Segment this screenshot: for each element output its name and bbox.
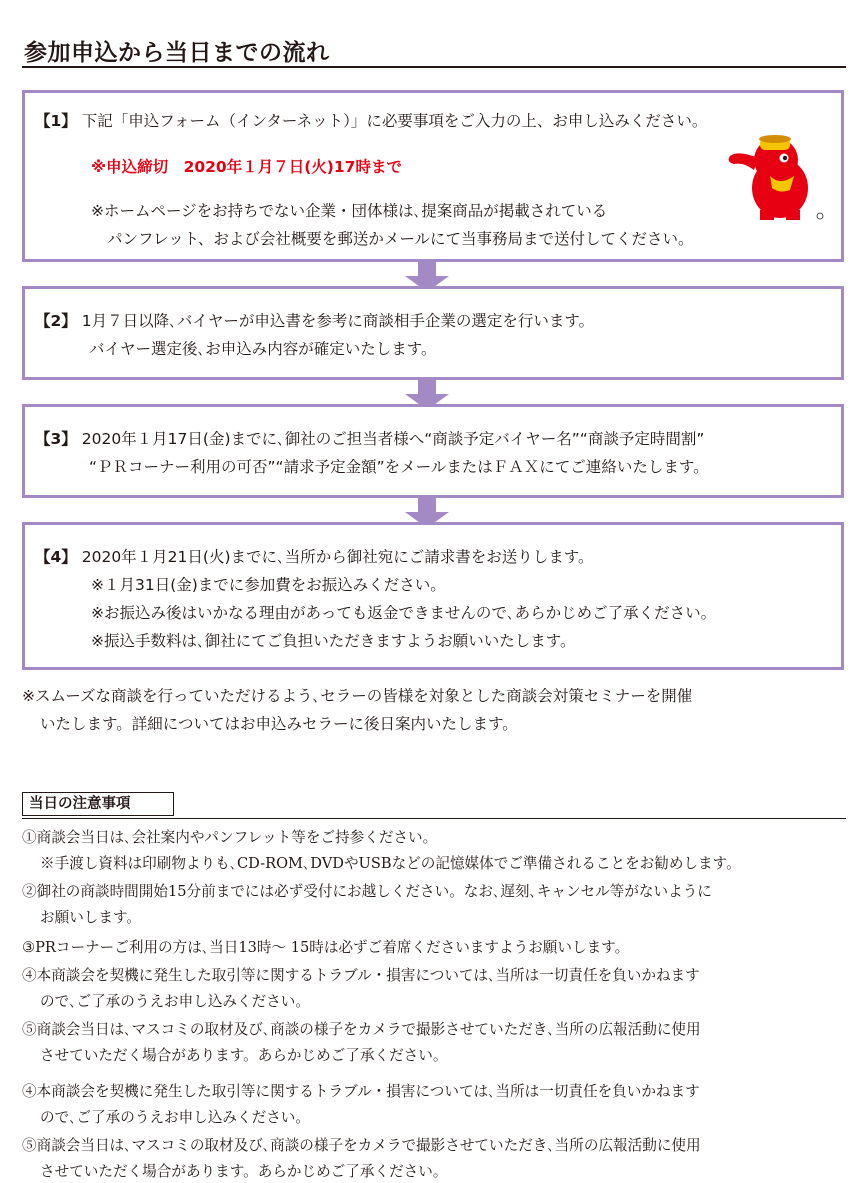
- notice-item: ④本商談会を契機に発生した取引等に関するトラブル・損害については､当所は一切責任を負いかねます: [22, 967, 700, 984]
- step-1-note-2: パンフレット、および会社概要を郵送かメールにて当事務局まで送付してください。: [107, 230, 694, 248]
- step-1-note-1: ※ホームページをお持ちでない企業・団体様は､提案商品が掲載されている: [91, 202, 608, 220]
- step-1-text: 下記「申込フォーム（インターネット）」に必要事項をご入力の上、お申し込みください。: [81, 112, 708, 130]
- step-3-number: 【3】: [35, 430, 77, 448]
- step-4-note-1: ※１月31日(金)までに参加費をお振込みください。: [91, 576, 446, 594]
- step-4-note-3: ※振込手数料は､御社にてご負担いただきますようお願いいたします。: [91, 632, 576, 650]
- step-1-box: [22, 90, 844, 262]
- notice-item: ②御社の商談時間開始15分前までには必ず受付にお越しください。なお､遅刻､キャンセル等がないように: [22, 883, 712, 900]
- step-4-text: 2020年１月21日(火)までに､当所から御社宛にご請求書をお送りします。: [81, 548, 594, 566]
- notice-item: ④本商談会を契機に発生した取引等に関するトラブル・損害については､当所は一切責任を負いかねます: [22, 1083, 700, 1100]
- notice-item: ので､ご了承のうえお申し込みください。: [40, 993, 310, 1010]
- notice-item: ⑤商談会当日は､マスコミの取材及び､商談の様子をカメラで撮影させていただき､当所の広報活動に使用: [22, 1137, 701, 1154]
- step-4-number: 【4】: [35, 548, 77, 566]
- step-2-box: [22, 286, 844, 380]
- notice-item: ③PRコーナーご利用の方は､当日13時～ 15時は必ずご着席くださいますようお願いします。: [22, 939, 630, 956]
- seminar-note-line-1: ※スムーズな商談を行っていただけるよう､セラーの皆様を対象とした商談会対策セミナーを開催: [22, 687, 693, 705]
- notice-item: ので､ご了承のうえお申し込みください。: [40, 1109, 310, 1126]
- seminar-note-line-2: いたします。詳細についてはお申込みセラーに後日案内いたします。: [40, 715, 518, 733]
- notice-item: させていただく場合があります。あらかじめご了承ください。: [40, 1047, 448, 1064]
- title-underline: [22, 66, 846, 68]
- step-3-text: 2020年１月17日(金)までに､御社のご担当者様へ“商談予定バイヤー名”“商談予定時間割”: [81, 430, 705, 448]
- notice-item: ①商談会当日は､会社案内やパンフレット等をご持参ください。: [22, 829, 438, 846]
- step-2-number: 【2】: [35, 312, 77, 330]
- step-2-text: 1月７日以降､バイヤーが申込書を参考に商談相手企業の選定を行います。: [81, 312, 595, 330]
- step-3-box: [22, 404, 844, 498]
- notice-item: お願いします。: [40, 909, 141, 926]
- page-title: 参加申込から当日までの流れ: [24, 40, 330, 66]
- step-4-note-2: ※お振込み後はいかなる理由があっても返金できませんので､あらかじめご了承ください。: [91, 604, 717, 622]
- step-1-deadline: ※申込締切 2020年１月７日(火)17時まで: [91, 158, 402, 176]
- notice-item: ※手渡し資料は印刷物よりも､CD-ROM､DVDやUSBなどの記憶媒体でご準備されることをお勧めします。: [40, 855, 741, 872]
- notice-item: ⑤商談会当日は､マスコミの取材及び､商談の様子をカメラで撮影させていただき､当所の広報活動に使用: [22, 1021, 701, 1038]
- step-2-text-2: バイヤー選定後､お申込み内容が確定いたします。: [89, 340, 437, 358]
- step-1-number: 【1】: [35, 112, 77, 130]
- section-rule: [22, 818, 846, 819]
- step-4-box: [22, 522, 844, 670]
- notice-item: させていただく場合があります。あらかじめご了承ください。: [40, 1163, 448, 1180]
- red-elephant-mascot-icon: [724, 128, 828, 224]
- step-3-text-2: “ＰＲコーナー利用の可否”“請求予定金額”をメールまたはＦＡＸにてご連絡いたします。: [89, 458, 709, 476]
- section-title: 当日の注意事項: [22, 792, 174, 816]
